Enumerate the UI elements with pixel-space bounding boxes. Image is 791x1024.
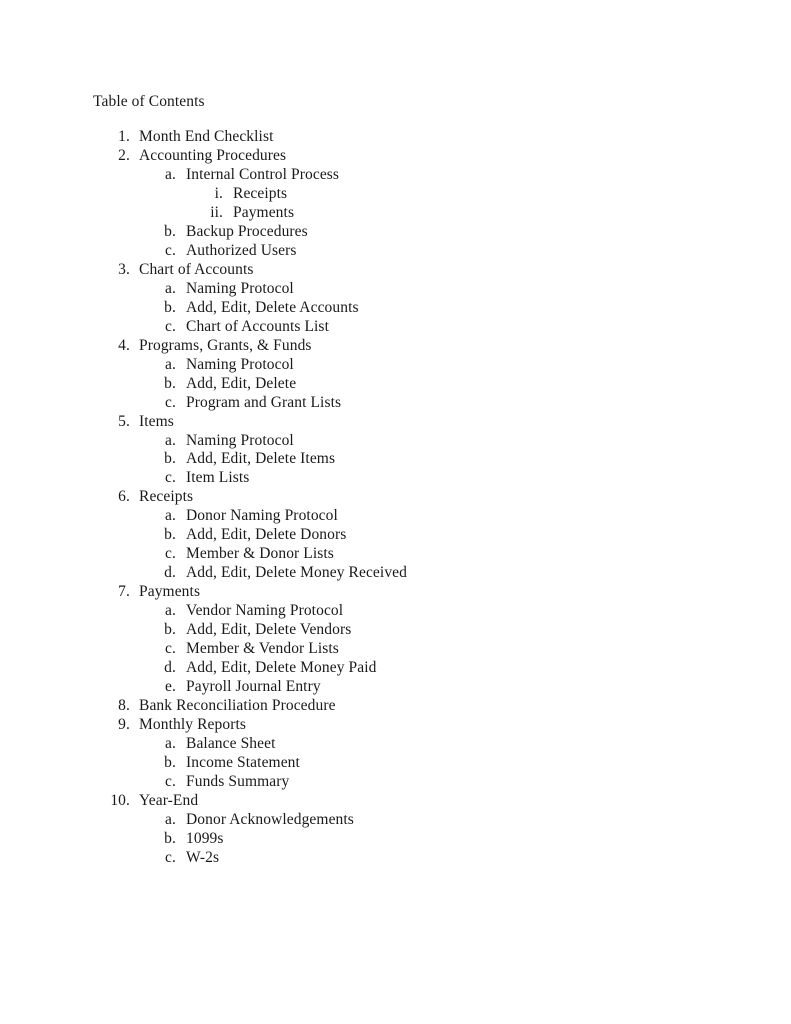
toc-entry-level-2 <box>0 677 791 696</box>
toc-entry-text: Backup Procedures <box>186 222 308 240</box>
toc-entry-level-1 <box>0 146 791 165</box>
toc-entry-marker: a. <box>165 810 176 828</box>
toc-entry-text: Monthly Reports <box>139 716 246 734</box>
toc-entry-level-2 <box>0 449 791 468</box>
toc-entry-text: Month End Checklist <box>139 128 274 145</box>
toc-entry-level-2 <box>0 279 791 298</box>
toc-entry-level-2 <box>0 393 791 412</box>
toc-entry-level-2 <box>0 298 791 317</box>
toc-entry-level-1 <box>0 412 791 431</box>
toc-entry-marker: c. <box>165 545 176 563</box>
toc-entry-marker: a. <box>165 279 176 297</box>
toc-entry-text: Add, Edit, Delete Money Paid <box>186 659 377 677</box>
toc-entry-level-1 <box>0 487 791 506</box>
toc-entry-marker: 6. <box>118 488 130 506</box>
toc-entry-level-1 <box>0 791 791 810</box>
toc-entry-level-1 <box>0 127 791 146</box>
toc-entry-marker: c. <box>165 317 176 335</box>
toc-entry-text: Receipts <box>139 488 194 506</box>
toc-entry-text: Payments <box>139 583 201 601</box>
toc-entry-text: Vendor Naming Protocol <box>186 602 344 620</box>
toc-entry-level-2 <box>0 544 791 563</box>
toc-entry-text: Add, Edit, Delete <box>186 374 297 392</box>
toc-entry-level-2 <box>0 563 791 582</box>
toc-entry-level-2 <box>0 601 791 620</box>
toc-entry-level-2 <box>0 241 791 260</box>
toc-entry-text: Member & Vendor Lists <box>186 640 339 658</box>
toc-entry-level-3 <box>0 184 791 203</box>
toc-entry-text: Items <box>139 412 174 430</box>
toc-entry-text: Internal Control Process <box>186 165 340 183</box>
toc-entry-marker: d. <box>164 564 176 582</box>
toc-entry-marker: 5. <box>118 412 130 430</box>
toc-entry-text: Add, Edit, Delete Items <box>186 450 336 468</box>
toc-entry-marker: c. <box>165 772 176 790</box>
toc-entry-marker: b. <box>164 621 176 639</box>
toc-entry-marker: c. <box>165 393 176 411</box>
toc-entry-text: Item Lists <box>186 469 250 487</box>
toc-entry-level-2 <box>0 506 791 525</box>
toc-entry-level-2 <box>0 658 791 677</box>
toc-entry-marker: b. <box>164 753 176 771</box>
toc-entry-level-2 <box>0 525 791 544</box>
toc-entry-marker: 7. <box>118 583 130 601</box>
toc-entry-text: Donor Naming Protocol <box>186 507 338 525</box>
toc-entry-level-2 <box>0 772 791 791</box>
toc-entry-level-2 <box>0 639 791 658</box>
toc-entry-text: Add, Edit, Delete Money Received <box>186 564 407 582</box>
toc-entry-marker: b. <box>164 450 176 468</box>
toc-entry-text: Funds Summary <box>186 772 290 790</box>
toc-entry-text: Naming Protocol <box>186 355 294 373</box>
toc-entry-marker: c. <box>165 848 176 866</box>
toc-entry-level-3 <box>0 203 791 222</box>
toc-entry-marker: e. <box>165 678 176 696</box>
toc-entry-level-2 <box>0 734 791 753</box>
toc-entry-text: W-2s <box>186 848 220 866</box>
toc-entry-marker: c. <box>165 469 176 487</box>
toc-entry-level-2 <box>0 317 791 336</box>
toc-entry-level-2 <box>0 222 791 241</box>
toc-entry-text: Year-End <box>139 791 199 809</box>
document-title: Table of Contents <box>93 93 205 110</box>
toc-entry-text: Add, Edit, Delete Accounts <box>186 298 359 316</box>
toc-entry-level-1 <box>0 696 791 715</box>
toc-entry-marker: b. <box>164 829 176 847</box>
toc-entry-level-2 <box>0 165 791 184</box>
toc-entry-text: Naming Protocol <box>186 431 294 449</box>
toc-entry-text: Programs, Grants, & Funds <box>139 336 312 354</box>
toc-entry-marker: c. <box>165 241 176 259</box>
toc-entry-level-2 <box>0 620 791 639</box>
toc-entry-marker: ii. <box>210 203 223 221</box>
toc-entry-level-1 <box>0 336 791 355</box>
toc-entry-marker: a. <box>165 165 176 183</box>
toc-entry-marker: 9. <box>118 716 130 734</box>
toc-entry-text: Accounting Procedures <box>139 146 287 164</box>
toc-entry-text: Balance Sheet <box>186 735 276 752</box>
toc-entry-text: Add, Edit, Delete Donors <box>186 526 347 544</box>
toc-entry-marker: a. <box>165 507 176 525</box>
toc-entry-level-2 <box>0 829 791 848</box>
toc-entry-marker: b. <box>164 222 176 240</box>
toc-entry-text: Receipts <box>233 184 288 202</box>
toc-entry-marker: 3. <box>118 260 130 278</box>
toc-entry-text: Add, Edit, Delete Vendors <box>186 621 352 639</box>
toc-entry-level-1 <box>0 260 791 279</box>
toc-entry-level-2 <box>0 810 791 829</box>
toc-entry-level-2 <box>0 431 791 450</box>
toc-entry-marker: b. <box>164 374 176 392</box>
toc-entry-marker: a. <box>165 735 176 752</box>
toc-entry-marker: 10. <box>110 791 130 809</box>
toc-entry-text: Chart of Accounts List <box>186 317 329 335</box>
toc-entry-level-1 <box>0 582 791 601</box>
toc-entry-text: Naming Protocol <box>186 279 294 297</box>
toc-entry-text: Donor Acknowledgements <box>186 810 354 828</box>
toc-entry-marker: 4. <box>118 336 130 354</box>
toc-entry-text: Member & Donor Lists <box>186 545 334 563</box>
toc-entry-marker: a. <box>165 355 176 373</box>
toc-entry-level-2 <box>0 374 791 393</box>
toc-entry-level-2 <box>0 848 791 867</box>
toc-entry-marker: b. <box>164 298 176 316</box>
toc-entry-text: Payroll Journal Entry <box>186 678 321 696</box>
toc-entry-marker: 8. <box>118 697 130 715</box>
toc-entry-marker: d. <box>164 659 176 677</box>
toc-entry-marker: a. <box>165 431 176 449</box>
toc-entry-text: Income Statement <box>186 753 300 771</box>
toc-entry-marker: a. <box>165 602 176 620</box>
toc-entry-marker: 1. <box>118 128 130 145</box>
toc-entry-level-2 <box>0 468 791 487</box>
toc-entry-text: Chart of Accounts <box>139 260 254 278</box>
toc-entry-marker: c. <box>165 640 176 658</box>
toc-entry-marker: b. <box>164 526 176 544</box>
toc-entry-text: Bank Reconciliation Procedure <box>139 697 336 715</box>
toc-entry-marker: i. <box>214 184 223 202</box>
toc-entry-text: 1099s <box>186 829 224 847</box>
toc-entry-text: Authorized Users <box>186 241 297 259</box>
toc-entry-text: Program and Grant Lists <box>186 393 342 411</box>
toc-entry-level-2 <box>0 355 791 374</box>
toc-entry-level-1 <box>0 715 791 734</box>
toc-entry-text: Payments <box>233 203 295 221</box>
toc-entry-level-2 <box>0 753 791 772</box>
toc-entry-marker: 2. <box>118 146 130 164</box>
table-of-contents-list <box>0 127 791 867</box>
